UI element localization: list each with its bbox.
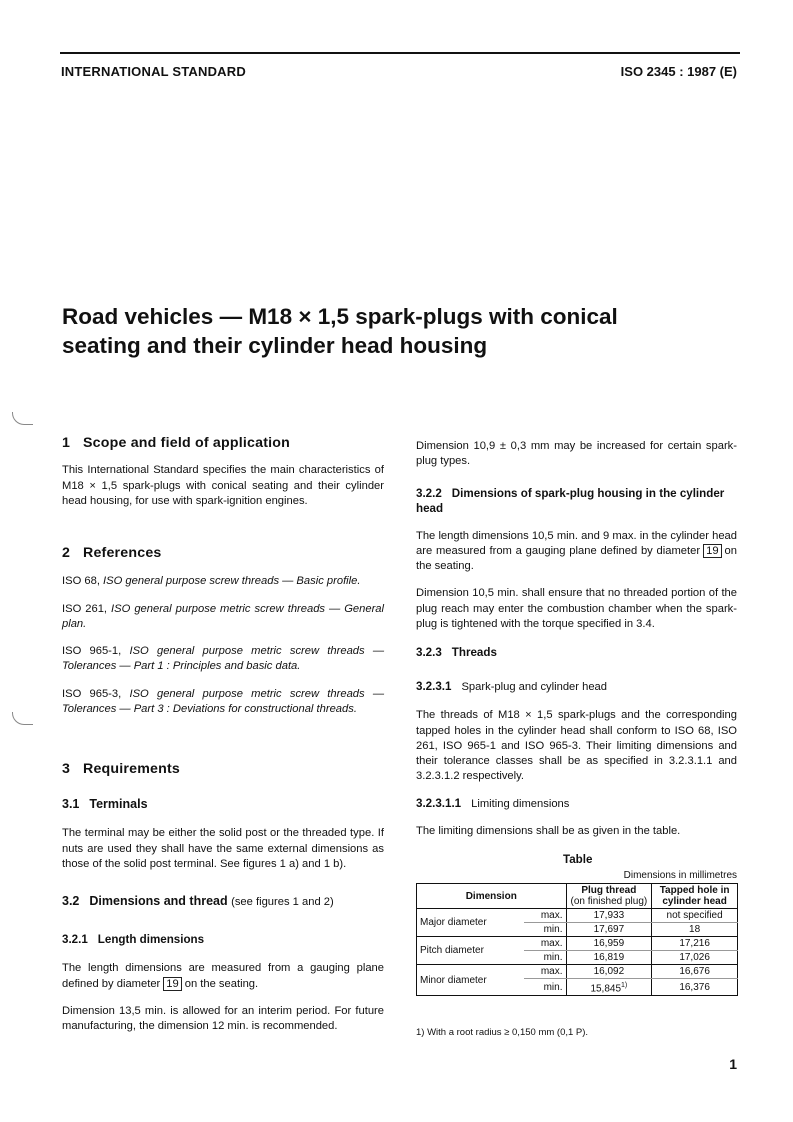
section-3-heading: 3 Requirements <box>62 761 181 777</box>
header-standard-label: INTERNATIONAL STANDARD <box>61 64 246 79</box>
section-3-2-3-1-1-heading: 3.2.3.1.1 Limiting dimensions <box>416 797 570 810</box>
section-3-2-2-heading: 3.2.2 Dimensions of spark-plug housing in the cylinder head <box>416 487 725 516</box>
margin-mark <box>12 712 33 725</box>
section-3-2-2-text-2: Dimension 10,5 min. shall ensure that no threaded portion of the plug reach may enter the combustion chamber when the spark-plug is tightened with the torque specified in 3.4. <box>416 587 737 631</box>
table-row: min. 15,845$^{1)}$ 16,376 <box>417 979 738 996</box>
header-rule <box>60 52 740 54</box>
reference-item: ISO 68, ISO general purpose screw threads — Basic profile. <box>62 575 361 588</box>
section-3-2-heading: 3.2 Dimensions and thread (see figures 1 and 2) <box>62 894 334 908</box>
section-3-2-3-1-text: The threads of M18 × 1,5 spark-plugs and the corresponding tapped holes in the cylinder head shall conform to ISO 68, ISO 261, ISO 965-1 and ISO 965-3. Their limiting dimensions and their tolerance classes shall be as specified in 3.2.3.1.1 and 3.2.3.1.2 respectively. <box>416 709 737 783</box>
table-unit: Dimensions in millimetres <box>623 870 737 881</box>
section-3-1 <box>62 797 384 872</box>
section-3-2-3-1-1-text: The limiting dimensions shall be as given in the table. <box>416 825 681 838</box>
table-footnote: 1) With a root radius ≥ 0,150 mm (0,1 P). <box>416 1027 589 1038</box>
dimension-note: Dimension 10,9 ± 0,3 mm may be increased for certain spark-plug types. <box>416 440 737 468</box>
table-row: min. 16,819 17,026 <box>417 951 738 965</box>
table-title: Table <box>563 853 593 866</box>
title-line-2: seating and their cylinder head housing <box>62 333 488 358</box>
section-2 <box>62 546 384 717</box>
section-3-2-3-1-heading: 3.2.3.1 Spark-plug and cylinder head <box>416 680 607 693</box>
table-row: Minor diameter max. 16,092 16,676 <box>417 965 738 979</box>
reference-item: ISO 965-1, ISO general purpose metric screw threads — Tolerances — Part 1 : Principles and basic data. <box>62 645 385 673</box>
page-number: 1 <box>729 1056 737 1072</box>
limiting-dimensions-table <box>416 883 738 996</box>
section-3-2-1-heading: 3.2.1 Length dimensions <box>62 933 205 946</box>
section-1-text: This International Standard specifies the main characteristics of M18 × 1,5 spark-plugs with conical seating and their cylinder head housing, for use with spark-ignition engines. <box>62 464 384 507</box>
section-3-2-2-text: The length dimensions 10,5 min. and 9 max. in the cylinder head are measured from a gauging plane defined by diameter 19 on the seating. <box>416 529 737 573</box>
section-3 <box>62 762 384 777</box>
section-3-2-1 <box>62 932 384 1034</box>
section-3-1-text: The terminal may be either the solid post or the threaded type. If nuts are used they shall have the same external dimensions as those of the solid post terminal. See figures 1 a) and 1 b). <box>62 827 384 870</box>
table-row: Major diameter max. 17,933 not specified <box>417 909 738 923</box>
header-dimension: Dimension <box>417 884 567 909</box>
footnote-marker: 1) <box>621 982 628 989</box>
section-3-2-3-heading: 3.2.3 Threads <box>416 646 497 659</box>
section-2-heading: 2 References <box>62 545 162 561</box>
header-plug-thread: Plug thread (on finished plug) <box>566 884 652 909</box>
header-document-number: ISO 2345 : 1987 (E) <box>620 64 737 79</box>
section-3-2-2 <box>416 486 737 632</box>
table-row: min. 17,697 18 <box>417 923 738 937</box>
title-line-1: Road vehicles — M18 × 1,5 spark-plugs with conical <box>62 304 618 329</box>
table-header-row <box>417 884 738 909</box>
section-1-heading: 1 Scope and field of application <box>62 435 291 451</box>
section-3-2-1-text-2: Dimension 13,5 min. is allowed for an interim period. For future manufacturing, the dimension 12 min. is recommended. <box>62 1004 384 1033</box>
section-3-2-3 <box>416 645 737 660</box>
reference-item: ISO 261, ISO general purpose metric screw threads — General plan. <box>62 602 384 630</box>
section-3-2 <box>62 894 384 910</box>
margin-mark <box>12 412 33 425</box>
diameter-reference-box: 19 <box>163 977 181 991</box>
section-1 <box>62 436 384 509</box>
section-3-2-1-text: The length dimensions are measured from a gauging plane defined by diameter 19 on the seating. <box>62 962 384 990</box>
header-tapped-hole: Tapped hole in cylinder head <box>652 884 738 909</box>
section-3-2-3-1-1 <box>416 796 737 840</box>
table-row: Pitch diameter max. 16,959 17,216 <box>417 937 738 951</box>
section-3-2-3-1 <box>416 679 737 785</box>
diameter-reference-box: 19 <box>703 544 721 558</box>
document-title <box>62 302 742 360</box>
section-3-1-heading: 3.1 Terminals <box>62 797 148 811</box>
reference-item: ISO 965-3, ISO general purpose metric screw threads — Tolerances — Part 3 : Deviations for constructional threads. <box>62 687 385 716</box>
